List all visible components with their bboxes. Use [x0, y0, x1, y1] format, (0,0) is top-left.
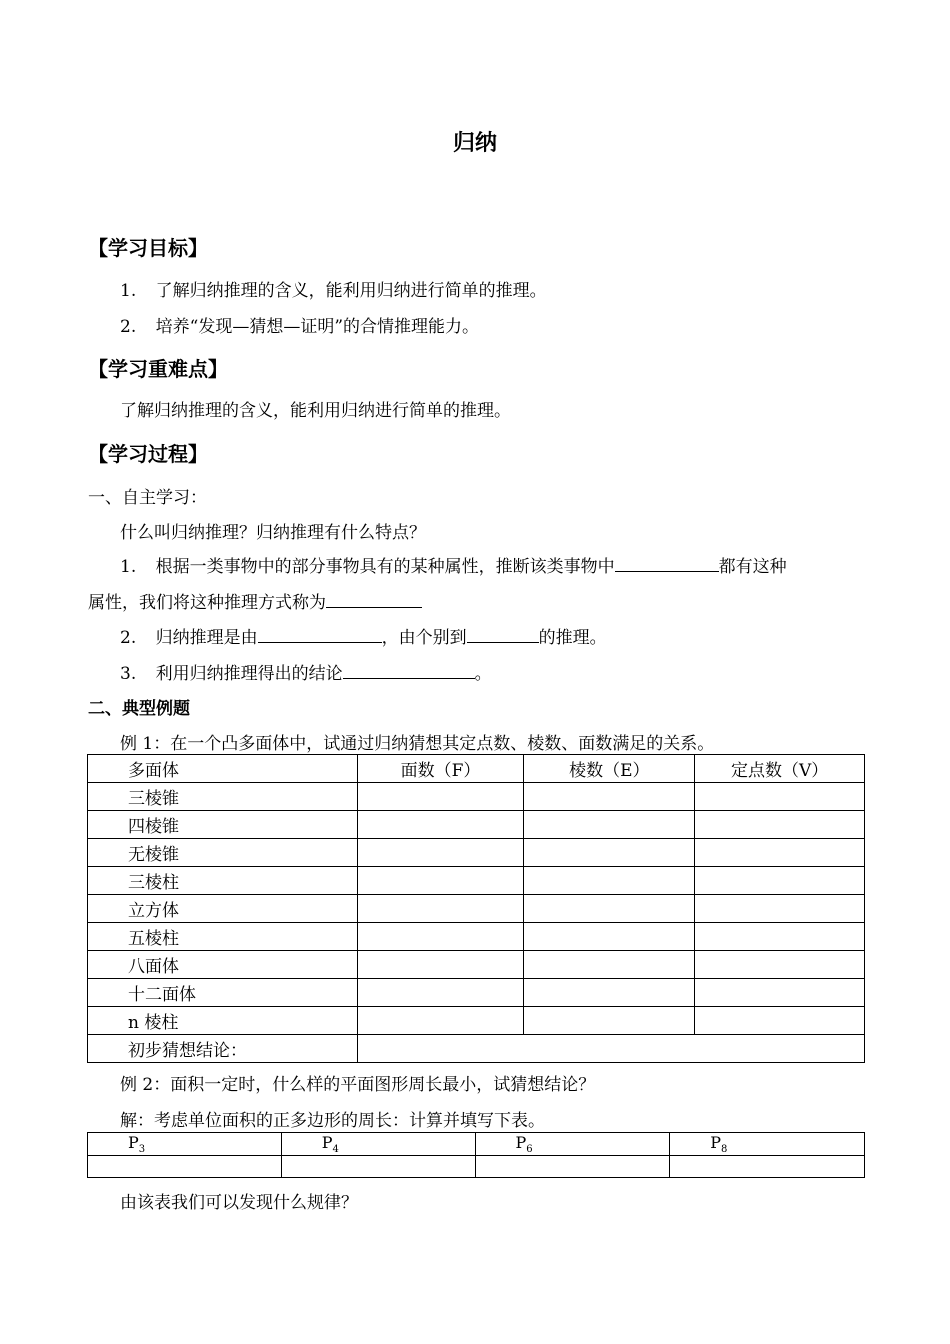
table-header-cell: 面数（F）: [357, 755, 524, 783]
table-header-cell: $P_6$: [475, 1133, 670, 1156]
answer-cell[interactable]: [695, 867, 865, 895]
answer-cell[interactable]: [357, 951, 524, 979]
final-question: 由该表我们可以发现什么规律？: [120, 1193, 358, 1213]
answer-cell[interactable]: [695, 895, 865, 923]
table-row: [88, 867, 865, 895]
goal-item: [120, 312, 479, 337]
table-header-row: [88, 1133, 865, 1156]
table-header-cell: 多面体: [88, 755, 358, 783]
row-label: 五棱柱: [88, 923, 358, 951]
table-header-row: [88, 755, 865, 783]
self-study-question: 什么叫归纳推理？归纳推理有什么特点？: [120, 523, 426, 543]
question-text: 根据一类事物中的部分事物具有的某种属性，推断该类事物中: [155, 557, 615, 577]
answer-cell[interactable]: [524, 895, 695, 923]
table-row: [88, 979, 865, 1007]
question-number: 2.: [120, 628, 137, 648]
answer-cell[interactable]: [357, 979, 524, 1007]
conclusion-answer-cell[interactable]: [357, 1035, 864, 1063]
table-row: [88, 1007, 865, 1035]
section-heading-goals: 【学习目标】: [88, 236, 208, 260]
answer-cell[interactable]: [524, 951, 695, 979]
question-1: [120, 552, 787, 577]
question-text: 归纳推理是由: [155, 628, 258, 648]
self-study-heading: 一、自主学习：: [88, 488, 207, 508]
key-points-text: 了解归纳推理的含义，能利用归纳进行简单的推理。: [120, 401, 511, 421]
question-text: 都有这种: [718, 557, 787, 577]
fill-blank[interactable]: [258, 626, 382, 643]
page-title: 归纳: [452, 131, 497, 156]
question-3: [120, 659, 492, 684]
fill-blank[interactable]: [326, 591, 422, 608]
goal-number: 1.: [120, 281, 137, 301]
answer-cell[interactable]: [357, 923, 524, 951]
table-row: [88, 923, 865, 951]
answer-cell[interactable]: [357, 867, 524, 895]
table-row: [88, 811, 865, 839]
question-text: 的推理。: [538, 628, 607, 648]
answer-cell[interactable]: [357, 811, 524, 839]
row-label: 立方体: [88, 895, 358, 923]
row-label: 三棱柱: [88, 867, 358, 895]
answer-cell[interactable]: [524, 923, 695, 951]
goal-text: 了解归纳推理的含义，能利用归纳进行简单的推理。: [155, 281, 547, 301]
row-label: 四棱锥: [88, 811, 358, 839]
table-header-cell: $P_4$: [281, 1133, 475, 1156]
answer-cell[interactable]: [695, 923, 865, 951]
answer-cell[interactable]: [88, 1156, 282, 1178]
table-row: [88, 895, 865, 923]
table-header-cell: $P_8$: [670, 1133, 865, 1156]
question-1-continued: [88, 588, 422, 613]
answer-cell[interactable]: [524, 979, 695, 1007]
row-label: n 棱柱: [88, 1007, 358, 1035]
example-2-text: 例 2：面积一定时，什么样的平面图形周长最小，试猜想结论？: [120, 1075, 596, 1095]
example-1-text: 例 1：在一个凸多面体中，试通过归纳猜想其定点数、棱数、面数满足的关系。: [120, 734, 715, 754]
section-heading-key-points: 【学习重难点】: [88, 357, 228, 381]
question-text: 属性，我们将这种推理方式称为: [88, 593, 326, 613]
row-label: 八面体: [88, 951, 358, 979]
answer-cell[interactable]: [695, 979, 865, 1007]
table-header-cell: $P_3$: [88, 1133, 282, 1156]
table-row: [88, 1035, 865, 1063]
solution-text: 解：考虑单位面积的正多边形的周长：计算并填写下表。: [120, 1111, 545, 1131]
goal-item: [120, 276, 547, 301]
goal-number: 2.: [120, 317, 137, 337]
table-row: [88, 783, 865, 811]
answer-cell[interactable]: [670, 1156, 865, 1178]
answer-cell[interactable]: [524, 783, 695, 811]
perimeter-table: [87, 1132, 865, 1178]
fill-blank[interactable]: [343, 662, 475, 679]
answer-cell[interactable]: [524, 839, 695, 867]
answer-cell[interactable]: [357, 895, 524, 923]
conclusion-label: 初步猜想结论：: [88, 1035, 358, 1063]
answer-cell[interactable]: [475, 1156, 670, 1178]
section-heading-process: 【学习过程】: [88, 442, 208, 466]
question-number: 1.: [120, 557, 137, 577]
row-label: 十二面体: [88, 979, 358, 1007]
table-header-cell: 定点数（V）: [695, 755, 865, 783]
answer-cell[interactable]: [357, 839, 524, 867]
answer-cell[interactable]: [357, 1007, 524, 1035]
row-label: 无棱锥: [88, 839, 358, 867]
answer-cell[interactable]: [695, 811, 865, 839]
table-header-cell: 棱数（E）: [524, 755, 695, 783]
table-row: [88, 951, 865, 979]
answer-cell[interactable]: [695, 951, 865, 979]
answer-cell[interactable]: [524, 1007, 695, 1035]
answer-cell[interactable]: [524, 867, 695, 895]
answer-cell[interactable]: [524, 811, 695, 839]
question-2: [120, 623, 607, 648]
fill-blank[interactable]: [467, 626, 539, 643]
answer-cell[interactable]: [281, 1156, 475, 1178]
answer-cell[interactable]: [695, 839, 865, 867]
examples-heading: 二、典型例题: [88, 699, 190, 719]
answer-cell[interactable]: [357, 783, 524, 811]
goal-text: 培养“发现—猜想—证明”的合情推理能力。: [155, 317, 480, 337]
answer-cell[interactable]: [695, 1007, 865, 1035]
table-row: [88, 1156, 865, 1178]
question-text: 利用归纳推理得出的结论: [155, 664, 343, 684]
answer-cell[interactable]: [695, 783, 865, 811]
table-row: [88, 839, 865, 867]
row-label: 三棱锥: [88, 783, 358, 811]
question-text: 。: [474, 664, 492, 684]
fill-blank[interactable]: [615, 555, 719, 572]
question-text: ，由个别到: [381, 628, 467, 648]
question-number: 3.: [120, 664, 137, 684]
polyhedra-table: [87, 754, 865, 1063]
